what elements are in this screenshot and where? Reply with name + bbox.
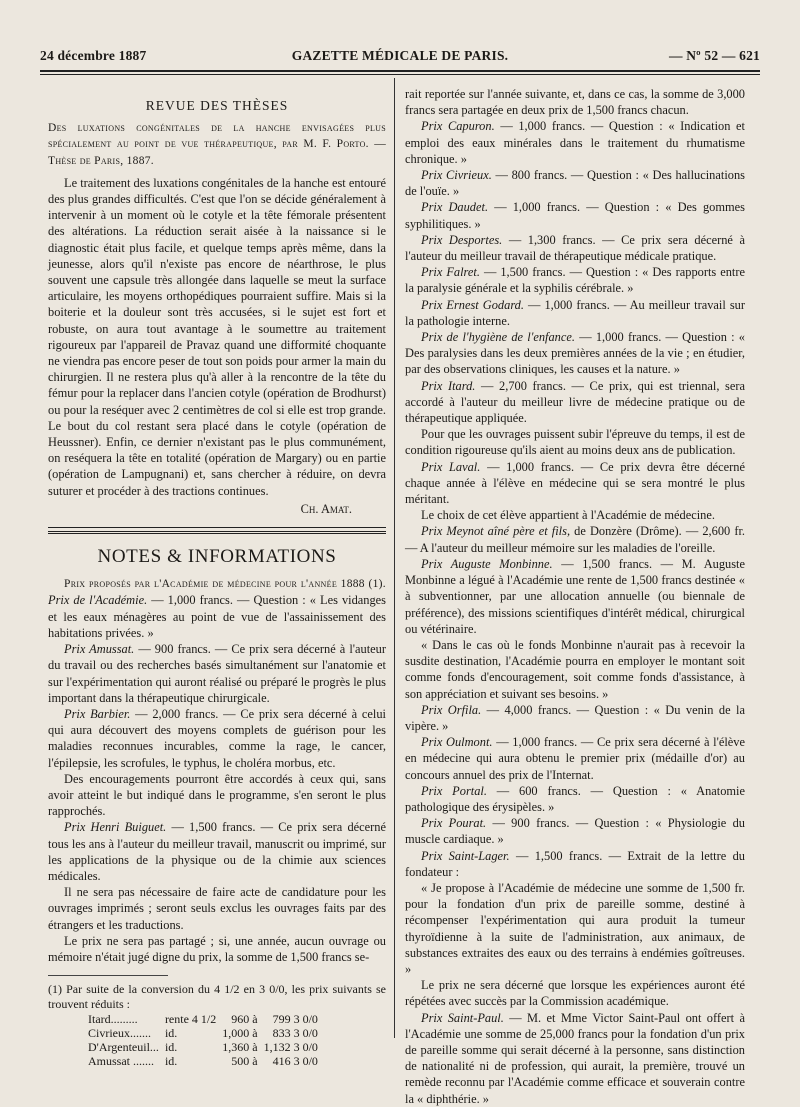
footnote-cell: 416 3 0/0 [272, 1054, 318, 1069]
prize-name: Prix Capuron. [421, 119, 495, 134]
prize-text: — 900 francs. — Ce prix sera décerné à l'auteur du travail ou des recherches basés simultanément sur l'anatomie et sur l'expérimentation qui auront réalisé ou préparé le progrès le plus important dans la thérapeutique chirurgicale. [48, 642, 386, 705]
review-signature: Ch. Amat. [300, 501, 352, 516]
prize-text: — M. et Mme Victor Saint-Paul ont offert à l'Académie une somme de 25,000 francs pour la fondation d'un prix de pareille somme qui serait décerné à la personne, sans distinction de nationalité ni de profession, qui aurait, la première, trouvé un remède reconnu par l'Académie comme efficace et souverain contre la « diphthérie. » [405, 1010, 745, 1106]
prize-paragraph [405, 264, 745, 296]
prize-name: Prix Portal. [421, 783, 487, 798]
footnote-row [88, 1054, 324, 1068]
notes-intro-text: Prix proposés par l'Académie de médecine pour l'année 1888 (1). [64, 578, 386, 591]
footnote-rule [48, 975, 168, 976]
footnote-cell: 1,132 3 0/0 [263, 1040, 318, 1055]
prize-name: Prix Pourat. [421, 816, 487, 831]
prize-text: — 1,000 francs. — Au meilleur travail sur la pathologie interne. [405, 297, 745, 328]
prize-paragraph [405, 167, 745, 199]
footnote-cell: Itard......... [88, 1012, 138, 1027]
prize-text: de Donzère (Drôme). — 2,600 fr. — A l'auteur du meilleur mémoire sur les maladies de l'oreille. [405, 524, 745, 555]
prize-text: — 1,000 francs. — Ce prix devra être décerné chaque année à l'élève en médecine qui se sera montré le plus méritant. [405, 459, 745, 507]
footnote-cell: rente 4 1/2 [164, 1012, 217, 1027]
prize-paragraph [48, 706, 386, 771]
prize-name: Prix Oulmont. [421, 735, 493, 750]
review-title: REVUE DES THÈSES [145, 98, 289, 113]
prize-text: — 1,000 francs. — Question : « Les vidanges et les eaux ménagères au point de vue de l'assainissement des habitations privées. » [48, 593, 386, 640]
column-divider [394, 78, 395, 1038]
prize-name: Prix Saint-Lager. [421, 848, 510, 863]
prize-paragraph [405, 329, 745, 378]
prize-name: Prix Desportes. [421, 232, 503, 247]
prize-paragraph [48, 819, 386, 884]
prize-text: « Dans le cas où le fonds Monbinne n'aurait pas à recevoir la susdite destination, l'Académie pourra en employer le montant soit comme fonds d'encouragement, soit comme fonds d'assistance, à son appréciation et suivant ses besoins. » [405, 637, 745, 701]
prize-text: — 900 francs. — Question : « Physiologie du muscle cardiaque. » [405, 816, 745, 847]
prize-text: — 2,000 francs. — Ce prix sera décerné à celui qui aura découvert des moyens complets de guérison pour les maladies reconnues incurables, comme la rage, le cancer, l'épilepsie, les scrofules, le typhus, le choléra morbus, etc. [48, 706, 386, 770]
prize-text: — 800 francs. — Question : « Des hallucinations de l'ouïe. » [405, 168, 745, 199]
prize-paragraph [48, 933, 386, 965]
prize-name: Prix Falret. [421, 265, 480, 280]
footnote-cell: 1,000 à [222, 1026, 258, 1041]
prize-paragraph [405, 637, 745, 702]
prize-paragraph [405, 86, 745, 118]
prize-text: Des encouragements pourront être accordés à ceux qui, sans avoir atteint le but indiqué dans le programme, s'en seront le plus rapprochés. [48, 771, 386, 819]
prize-text: — 1,500 francs. — M. Auguste Monbinne a légué à l'Académie une rente de 1,500 francs destinée « à subventionner, par une allocation annuelle (ou biennale de préférence), des missions scientifiques d'intérêt médical, chirurgical ou vétérinaire. [405, 556, 745, 636]
prize-paragraph [405, 880, 745, 977]
footnote [48, 982, 386, 1068]
prize-text: — 1,000 francs. — Question : « Indication et emploi des eaux minérales dans le traitement du rhumatisme chronique. » [405, 119, 745, 166]
footnote-cell: 799 3 0/0 [272, 1012, 318, 1027]
prize-paragraph [405, 232, 745, 264]
prize-name: Prix Itard. [421, 378, 476, 393]
prize-name: Prix de l'hygiène de l'enfance. [421, 330, 575, 345]
right-column [405, 86, 745, 1107]
prize-text: « Je propose à l'Académie de médecine une somme de 1,500 fr. pour la fondation d'un prix de pareille somme, destiné à récompenser l'expérimentation qui aura produit la tumeur thyroïdienne à la suite de l'administration, aux animaux, de substances extraites des eaux ou des terrains à endémies goîtreuses. » [405, 880, 745, 976]
prize-text: rait reportée sur l'année suivante, et, dans ce cas, la somme de 3,000 francs sera partagée en deux prix de 1,500 francs chacun. [405, 87, 745, 118]
page-header [40, 48, 760, 68]
right-prize-list [405, 86, 745, 1107]
prize-text: Le prix ne sera décerné que lorsque les expériences auront été répétées avec succès par la Commission académique. [405, 978, 745, 1009]
footnote-cell: id. [164, 1040, 178, 1055]
prize-name: Prix Saint-Paul. [421, 1010, 504, 1025]
prize-text: Le prix ne sera pas partagé ; si, une année, aucun ouvrage ou mémoire n'était jugé digne du prix, la somme de 1,500 francs se- [48, 933, 386, 964]
prize-text: — 2,700 francs. — Ce prix, qui est triennal, sera accordé à l'auteur du meilleur livre de médecine pratique ou de thérapeutique appliquée. [405, 378, 745, 426]
header-date: 24 décembre 1887 [40, 48, 147, 63]
footnote-table [88, 1012, 324, 1068]
prize-text: — 1,500 francs. — Question : « Des rapports entre la paralysie générale et la syphilis cérébrale. » [405, 265, 745, 296]
prize-name: Prix Laval. [421, 459, 481, 474]
prize-name: Prix Ernest Godard. [421, 297, 524, 312]
header-issue: — Nº 52 — 621 [668, 48, 760, 63]
prize-paragraph [405, 848, 745, 880]
prize-paragraph [48, 641, 386, 706]
prize-name: Prix de l'Académie. [48, 593, 148, 608]
prize-paragraph [405, 199, 745, 231]
footnote-cell: 833 3 0/0 [272, 1026, 318, 1041]
prize-text: — 1,000 francs. — Question : « Des gommes syphilitiques. » [405, 200, 745, 231]
footnote-text: (1) Par suite de la conversion du 4 1/2 en 3 0/0, les prix suivants se trouvent réduits : [48, 982, 386, 1012]
prize-paragraph [405, 378, 745, 427]
section-separator [48, 527, 386, 528]
footnote-cell: id. [164, 1054, 178, 1069]
header-rule [40, 70, 760, 72]
prize-text: — 1,000 francs. — Ce prix sera décerné à l'élève en médecine qui aura obtenu le premier prix (médaille d'or) au concours annuel des prix de l'Internat. [405, 735, 745, 782]
prize-paragraph [405, 523, 745, 555]
prize-paragraph [405, 507, 745, 523]
prize-text: — 1,300 francs. — Ce prix sera décerné à l'auteur du meilleur travail de thérapeutique médicale pratique. [405, 232, 745, 264]
prize-paragraph [405, 556, 745, 637]
prize-text: Le choix de cet élève appartient à l'Académie de médecine. [421, 508, 715, 523]
footnote-cell: D'Argenteuil... [88, 1040, 159, 1055]
left-prize-list [48, 641, 386, 965]
prize-paragraph [405, 1010, 745, 1107]
prize-text: — 600 francs. — Question : « Anatomie pathologique des érysipèles. » [405, 783, 745, 814]
prize-name: Prix Henri Buiguet. [64, 820, 167, 835]
prize-name: Prix Daudet. [421, 200, 489, 215]
notes-title: NOTES & INFORMATIONS [97, 546, 337, 568]
footnote-cell: id. [164, 1026, 178, 1041]
review-subtitle: Des luxations congénitales de la hanche envisagées plus spécialement au point de vue thérapeutique, par M. F. Porto. — Thèse de Paris, 1887. [48, 122, 386, 167]
prize-paragraph [405, 459, 745, 508]
footnote-row [88, 1012, 324, 1026]
prize-text: — 4,000 francs. — Question : « Du venin de la vipère. » [405, 702, 745, 733]
footnote-cell: 500 à [231, 1054, 258, 1069]
prize-name: Prix Orfila. [421, 702, 482, 717]
prize-paragraph [405, 734, 745, 783]
section-separator-double [48, 531, 386, 537]
header-journal: GAZETTE MÉDICALE DE PARIS. [291, 48, 509, 63]
footnote-cell: 1,360 à [222, 1040, 258, 1055]
prize-paragraph [405, 977, 745, 1009]
prize-text: — 1,500 francs. — Extrait de la lettre du fondateur : [405, 848, 745, 879]
prize-name: Prix Barbier. [64, 706, 131, 721]
footnote-row [88, 1026, 324, 1040]
review-body: Le traitement des luxations congénitales de la hanche est entouré des plus grandes difficultés. C'est que l'on se décide généralement à intervenir à un moment où le cotyle et la tête fémorale présentent des altérations. La réduction serait aisée à la naissance si le diagnostic était plus facile, et quelque temps après même, dans la jeunesse, alors qu'il n'existe pas encore de néarthrose, le plus souvent une capsule très allongée dans laquelle se meut la surface articulaire, les moyens orthopédiques pourraient suffire. Mais si la boiterie et la douleur sont très accusées, si le sujet est fort et robuste, on aura tout avantage à le soumettre au traitement rigoureux par l'appareil de Pravaz quand une difformité choquante ne viendra pas encore peser de tout son poids pour armer la main du chirurgien. Il ne restera plus qu'à aller à la rencontre de la tête du fémur pour la replacer dans l'ancien cotyle (opération de Brodhurst) ou pour la reséquer avec 2 centimètres de col si elle est trop grande. Le bout du col restant sera placé dans le cotyle (opération de Heussner). Enfin, ce dernier n'existant pas le plus communément, on reséquera la tête en totalité (opération de Margary) ou en partie (opération de Lampugnani) et, sans chercher à réduire, on devra suturer et procéder à des tractions continues. [48, 175, 386, 498]
prize-paragraph [405, 702, 745, 734]
footnote-cell: Amussat ....... [88, 1054, 154, 1069]
prize-text: — 1,000 francs. — Question : « Des paralysies dans les deux premières années de la vie ; en étudier, par des observations cliniques, les causes et la nature. » [405, 330, 745, 377]
prize-name: Prix Auguste Monbinne. [421, 556, 553, 571]
footnote-cell: Civrieux....... [88, 1026, 151, 1041]
prize-paragraph [405, 815, 745, 847]
prize-paragraph [48, 771, 386, 820]
prize-paragraph [405, 426, 745, 458]
footnote-row [88, 1040, 324, 1054]
notes-intro [48, 575, 386, 641]
left-column [48, 88, 386, 1068]
header-rule-thin [40, 74, 760, 75]
prize-name: Prix Civrieux. [421, 168, 492, 183]
prize-name: Prix Meynot aîné père et fils, [421, 524, 571, 539]
prize-paragraph [405, 118, 745, 167]
prize-paragraph [405, 783, 745, 815]
prize-text: Pour que les ouvrages puissent subir l'épreuve du temps, il est de condition rigoureuse qu'ils aient au moins deux ans de publication. [405, 427, 745, 458]
footnote-cell: 960 à [231, 1012, 258, 1027]
prize-text: — 1,500 francs. — Ce prix sera décerné tous les ans à l'auteur du meilleur travail, manuscrit ou imprimé, sur les applications de la physique ou de la chimie aux sciences médicales. [48, 820, 386, 883]
prize-paragraph [405, 297, 745, 329]
prize-name: Prix Amussat. [64, 642, 135, 657]
prize-paragraph [48, 884, 386, 933]
prize-text: Il ne sera pas nécessaire de faire acte de candidature pour les ouvrages imprimés ; seront seuls exclus les ouvrages faits par des étrangers et les traductions. [48, 885, 386, 932]
